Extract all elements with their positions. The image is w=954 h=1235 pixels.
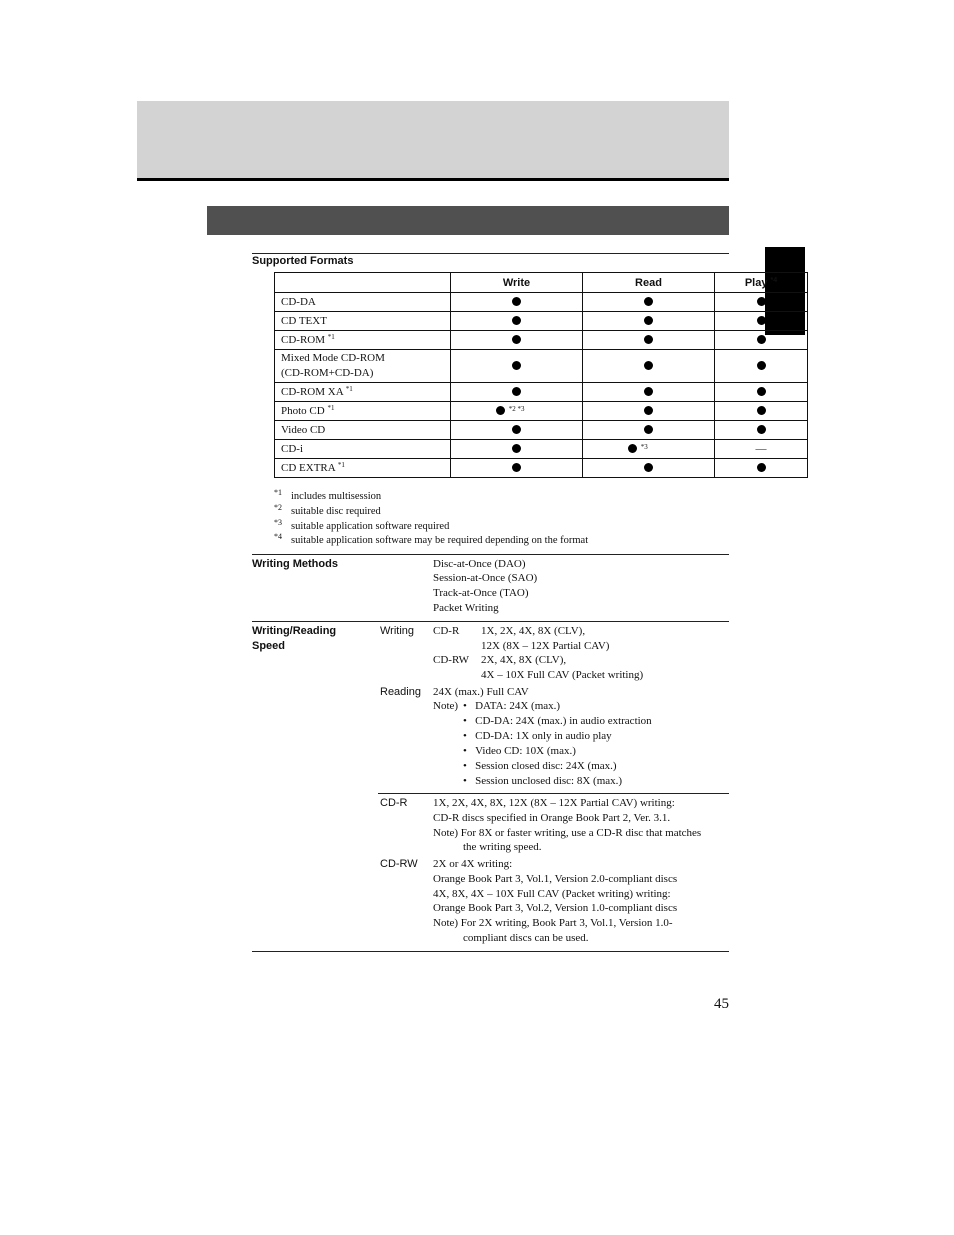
footnote-2: *2 suitable disc required <box>274 503 381 517</box>
format-name: CD-DA <box>275 293 451 312</box>
col-write-header: Write <box>451 273 583 293</box>
footnote-1: *1 includes multisession <box>274 488 382 502</box>
media-cdrw-label: CD-RW <box>380 858 418 870</box>
writing-method-item: Session-at-Once (SAO) <box>433 572 538 584</box>
read-mark <box>583 350 715 383</box>
writing-method-item: Packet Writing <box>433 602 499 614</box>
rule-writing-methods <box>252 554 729 555</box>
col-read-header: Read <box>583 273 715 293</box>
reading-note-item: • DATA: 24X (max.) <box>463 700 561 712</box>
header-band <box>137 101 729 181</box>
writing-cdr-label: CD-R <box>433 625 460 637</box>
format-name: CD-ROM $^{*1}$ <box>275 331 451 350</box>
write-mark <box>451 440 583 459</box>
footnote-4: *4 suitable application software may be required depending on the format <box>274 532 589 546</box>
writing-method-item: Disc-at-Once (DAO) <box>433 558 526 570</box>
writing-cdrw-speed: 2X, 4X, 8X (CLV), <box>481 654 567 666</box>
section-title-bar <box>207 206 729 235</box>
formats-table <box>274 272 808 478</box>
media-cdrw-note: compliant discs can be used. <box>463 932 589 944</box>
read-mark <box>583 312 715 331</box>
supported-formats-heading: Supported Formats <box>252 255 354 267</box>
table-row <box>275 459 808 478</box>
rule-bottom <box>252 951 729 952</box>
write-mark <box>451 459 583 478</box>
format-name: Mixed Mode CD-ROM (CD-ROM+CD-DA) <box>275 350 451 383</box>
footnote-3: *3 suitable application software required <box>274 518 450 532</box>
writing-label: Writing <box>380 625 415 637</box>
play-mark: — <box>715 440 808 459</box>
page-number: 45 <box>714 996 729 1012</box>
reading-note-item: • CD-DA: 24X (max.) in audio extraction <box>463 715 652 727</box>
write-mark <box>451 350 583 383</box>
write-mark <box>451 421 583 440</box>
writing-cdr-speed: 12X (8X – 12X Partial CAV) <box>481 640 610 652</box>
table-header-row <box>275 273 808 293</box>
rule-speed <box>252 621 729 622</box>
table-row <box>275 421 808 440</box>
speed-heading-line2: Speed <box>252 640 286 652</box>
format-name: CD-i <box>275 440 451 459</box>
table-row <box>275 350 808 383</box>
table-row <box>275 312 808 331</box>
reading-note-item: • Session closed disc: 24X (max.) <box>463 760 617 772</box>
table-row <box>275 402 808 421</box>
write-mark <box>451 312 583 331</box>
reading-note-label: Note) <box>433 700 459 712</box>
write-mark <box>451 293 583 312</box>
writing-methods-heading: Writing Methods <box>252 558 338 570</box>
read-mark <box>583 331 715 350</box>
read-mark: *3 <box>583 440 715 459</box>
reading-note-item: • Session unclosed disc: 8X (max.) <box>463 775 623 787</box>
write-mark <box>451 331 583 350</box>
writing-method-item: Track-at-Once (TAO) <box>433 587 529 599</box>
format-name: Video CD <box>275 421 451 440</box>
read-mark <box>583 459 715 478</box>
header-blank <box>275 273 451 293</box>
format-name: CD TEXT <box>275 312 451 331</box>
table-row <box>275 331 808 350</box>
format-name: CD EXTRA $^{*1}$ <box>275 459 451 478</box>
play-mark <box>715 293 808 312</box>
media-cdr-note: Note) For 8X or faster writing, use a CD-R disc that matches <box>433 827 702 839</box>
reading-label: Reading <box>380 686 421 698</box>
read-mark <box>583 402 715 421</box>
play-mark <box>715 402 808 421</box>
table-row <box>275 293 808 312</box>
reading-note-item: • Video CD: 10X (max.) <box>463 745 576 757</box>
play-mark <box>715 350 808 383</box>
writing-cdrw-speed: 4X – 10X Full CAV (Packet writing) <box>481 669 644 681</box>
media-cdr-note: the writing speed. <box>463 841 542 853</box>
writing-cdr-speed: 1X, 2X, 4X, 8X (CLV), <box>481 625 586 637</box>
write-mark: *2 *3 <box>451 402 583 421</box>
media-cdr-label: CD-R <box>380 797 408 809</box>
writing-cdrw-label: CD-RW <box>433 654 470 666</box>
media-cdrw-line: 4X, 8X, 4X – 10X Full CAV (Packet writing) writing: <box>433 888 671 900</box>
col-play-header: Play $^{*4}$ <box>715 273 808 293</box>
table-row <box>275 383 808 402</box>
media-cdrw-note: Note) For 2X writing, Book Part 3, Vol.1, Version 1.0- <box>433 917 673 929</box>
media-cdrw-line: Orange Book Part 3, Vol.1, Version 2.0-compliant discs <box>433 873 678 885</box>
media-cdr-line: CD-R discs specified in Orange Book Part 2, Ver. 3.1. <box>433 812 671 824</box>
play-mark <box>715 383 808 402</box>
table-row <box>275 440 808 459</box>
media-cdrw-line: Orange Book Part 3, Vol.2, Version 1.0-compliant discs <box>433 902 678 914</box>
speed-heading-line1: Writing/Reading <box>252 625 337 637</box>
play-mark <box>715 312 808 331</box>
media-cdrw-line: 2X or 4X writing: <box>433 858 513 870</box>
read-mark <box>583 383 715 402</box>
reading-note-item: • CD-DA: 1X only in audio play <box>463 730 612 742</box>
reading-speed: 24X (max.) Full CAV <box>433 686 529 698</box>
write-mark <box>451 383 583 402</box>
format-name: CD-ROM XA $^{*1}$ <box>275 383 451 402</box>
read-mark <box>583 421 715 440</box>
format-name: Photo CD $^{*1}$ <box>275 402 451 421</box>
play-mark <box>715 459 808 478</box>
rule-media <box>378 793 729 794</box>
media-cdr-line: 1X, 2X, 4X, 8X, 12X (8X – 12X Partial CAV) writing: <box>433 797 675 809</box>
read-mark <box>583 293 715 312</box>
play-mark <box>715 331 808 350</box>
play-mark <box>715 421 808 440</box>
